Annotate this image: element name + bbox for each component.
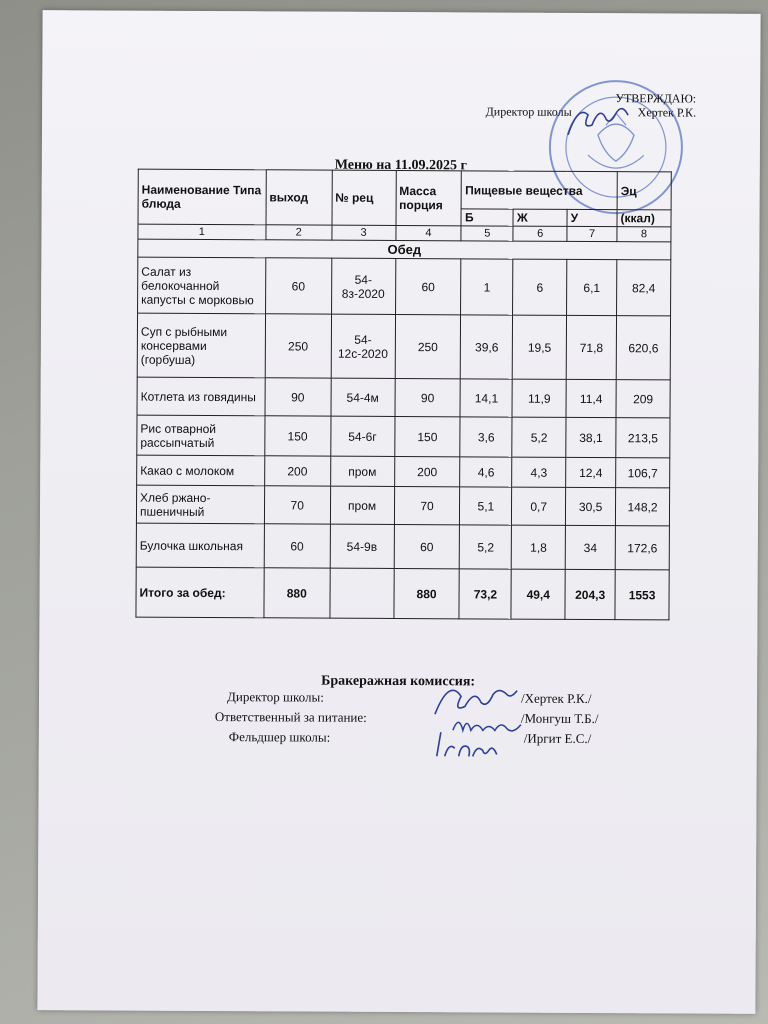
dish-output: 60 bbox=[265, 258, 331, 314]
commission-role-nutrition: Ответственный за питание: bbox=[214, 709, 367, 725]
column-number: 4 bbox=[395, 225, 461, 240]
total-output: 880 bbox=[264, 568, 330, 618]
dish-mass: 90 bbox=[395, 378, 461, 416]
approval-label: УТВЕРЖДАЮ: bbox=[615, 91, 697, 106]
column-number: 5 bbox=[461, 226, 513, 241]
table-row bbox=[137, 377, 670, 418]
table-row bbox=[136, 523, 669, 570]
dish-recipe: 54-4м bbox=[331, 378, 395, 416]
approval-position: Директор школы bbox=[485, 104, 572, 119]
header-output: выход bbox=[266, 170, 332, 225]
dish-carbs: 71,8 bbox=[566, 315, 616, 379]
dish-mass: 200 bbox=[394, 456, 460, 486]
table-row bbox=[137, 313, 670, 380]
dish-protein: 1 bbox=[461, 259, 513, 315]
table-row bbox=[137, 415, 670, 458]
dish-energy: 213,5 bbox=[616, 418, 670, 458]
dish-name: Котлета из говядины bbox=[137, 377, 265, 416]
total-fat: 49,4 bbox=[511, 569, 565, 619]
dish-recipe: 54-8з-2020 bbox=[331, 258, 395, 314]
header-protein: Б bbox=[461, 209, 513, 226]
dish-energy: 209 bbox=[616, 380, 670, 418]
dish-mass: 150 bbox=[394, 416, 460, 456]
dish-recipe: пром bbox=[330, 456, 394, 486]
dish-fat: 4,3 bbox=[512, 457, 566, 487]
column-number: 3 bbox=[332, 225, 396, 240]
dish-output: 60 bbox=[264, 524, 330, 568]
section-title: Обед bbox=[138, 239, 671, 260]
dish-mass: 60 bbox=[394, 524, 460, 568]
header-energy: Эц bbox=[617, 172, 671, 210]
dish-protein: 4,6 bbox=[460, 457, 512, 487]
header-nutrients: Пищевые вещества bbox=[462, 171, 618, 210]
dish-energy: 620,6 bbox=[616, 316, 670, 380]
dish-output: 200 bbox=[264, 456, 330, 486]
table-row bbox=[137, 455, 670, 488]
header-mass: Масса порция bbox=[396, 170, 462, 225]
dish-name: Салат из белокочанной капусты с морковью bbox=[138, 257, 266, 314]
dish-recipe: пром bbox=[330, 486, 394, 524]
dish-fat: 6 bbox=[513, 259, 567, 315]
dish-carbs: 6,1 bbox=[567, 259, 617, 315]
total-mass: 880 bbox=[394, 568, 460, 618]
commission-name-director: /Хертек Р.К./ bbox=[520, 690, 592, 707]
dish-output: 250 bbox=[265, 314, 331, 378]
dish-mass: 70 bbox=[394, 486, 460, 524]
dish-fat: 19,5 bbox=[512, 315, 566, 379]
dish-name: Рис отварной рассыпчатый bbox=[137, 415, 265, 456]
dish-recipe: 54-6г bbox=[330, 416, 394, 456]
dish-energy: 148,2 bbox=[615, 488, 669, 526]
dish-energy: 82,4 bbox=[617, 260, 671, 316]
dish-name: Булочка школьная bbox=[136, 523, 264, 568]
dish-fat: 11,9 bbox=[512, 379, 566, 417]
commission-title: Бракеражная комиссия: bbox=[321, 673, 476, 690]
dish-recipe: 54-9в bbox=[330, 524, 394, 568]
dish-protein: 5,2 bbox=[460, 525, 512, 569]
dish-carbs: 11,4 bbox=[566, 379, 616, 417]
menu-table bbox=[135, 169, 671, 621]
dish-name: Хлеб ржано-пшеничный bbox=[136, 485, 264, 524]
dish-name: Суп с рыбными консервами (горбуша) bbox=[137, 313, 265, 378]
dish-fat: 5,2 bbox=[512, 417, 566, 457]
dish-fat: 1,8 bbox=[511, 525, 565, 569]
commission-role-medic: Фельдшер школы: bbox=[228, 729, 331, 745]
dish-protein: 3,6 bbox=[460, 417, 512, 457]
dish-recipe: 54-12с-2020 bbox=[331, 314, 395, 378]
dish-protein: 5,1 bbox=[460, 487, 512, 525]
total-recipe bbox=[330, 568, 394, 618]
total-row bbox=[136, 567, 669, 620]
table-row bbox=[138, 257, 671, 316]
page-title: Меню на 11.09.2025 г bbox=[334, 157, 467, 174]
commission-role-director: Директор школы: bbox=[226, 689, 324, 705]
dish-output: 70 bbox=[264, 486, 330, 524]
dish-fat: 0,7 bbox=[512, 487, 566, 525]
column-number: 7 bbox=[567, 226, 617, 241]
header-energy-unit: (ккал) bbox=[617, 210, 671, 227]
column-number: 2 bbox=[266, 225, 332, 240]
header-fat: Ж bbox=[513, 209, 567, 226]
commission-name-nutrition: /Монгуш Т.Б./ bbox=[520, 710, 599, 727]
dish-mass: 250 bbox=[395, 314, 461, 378]
dish-protein: 14,1 bbox=[460, 379, 512, 417]
column-number: 8 bbox=[617, 227, 671, 242]
dish-carbs: 12,4 bbox=[566, 457, 616, 487]
total-carbs: 204,3 bbox=[565, 569, 615, 619]
dish-energy: 106,7 bbox=[616, 458, 670, 488]
dish-mass: 60 bbox=[395, 258, 461, 314]
dish-carbs: 38,1 bbox=[566, 417, 616, 457]
director-signature bbox=[564, 95, 634, 145]
document-sheet bbox=[37, 10, 760, 1014]
dish-name: Какао с молоком bbox=[137, 455, 265, 486]
table-row bbox=[136, 485, 669, 526]
commission-name-medic: /Иргит Е.С./ bbox=[523, 730, 592, 747]
total-energy: 1553 bbox=[615, 570, 669, 620]
dish-protein: 39,6 bbox=[461, 315, 513, 379]
column-number: 6 bbox=[513, 226, 567, 241]
total-protein: 73,2 bbox=[459, 569, 511, 619]
dish-carbs: 34 bbox=[565, 525, 615, 569]
header-name: Наименование Типа блюда bbox=[138, 169, 266, 225]
approval-name: Хертек Р.К. bbox=[637, 105, 697, 120]
dish-output: 150 bbox=[265, 416, 331, 456]
dish-carbs: 30,5 bbox=[566, 487, 616, 525]
dish-energy: 172,6 bbox=[615, 526, 669, 570]
column-number: 1 bbox=[138, 224, 266, 240]
medic-signature bbox=[431, 726, 511, 766]
total-label: Итого за обед: bbox=[136, 567, 264, 618]
dish-output: 90 bbox=[265, 378, 331, 416]
header-recipe: № рец bbox=[332, 170, 396, 225]
header-carbs: У bbox=[567, 209, 617, 226]
